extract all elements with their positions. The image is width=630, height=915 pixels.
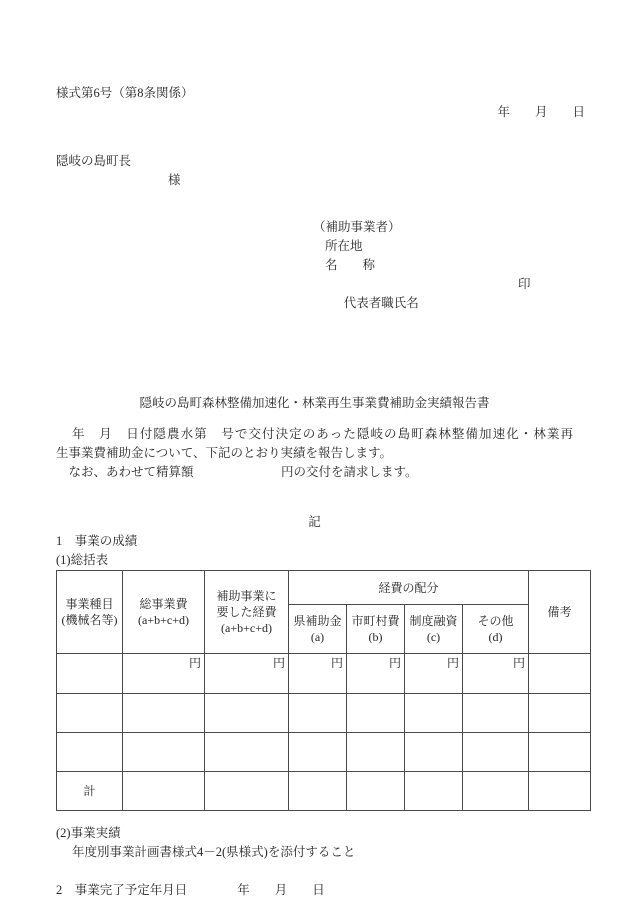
th-total-cost-line1: 総事業費 bbox=[139, 597, 188, 611]
representative-label-text: 代表者職氏名 bbox=[343, 296, 419, 310]
cell-empty bbox=[405, 772, 463, 811]
cell-empty bbox=[123, 772, 205, 811]
cell-yen: 円 bbox=[347, 654, 405, 694]
th-institutional-loan bbox=[405, 605, 463, 654]
cell-yen: 円 bbox=[205, 654, 289, 694]
addressee-name: 隠岐の島町長 bbox=[56, 154, 132, 168]
th-pref-subsidy bbox=[289, 605, 347, 654]
th-institutional-loan-line1: 制度融資 bbox=[409, 614, 458, 628]
cell-yen: 円 bbox=[463, 654, 529, 694]
body-line-1: 年 月 日付隠農水第 号で交付決定のあった隠岐の島町森林整備加速化・林業再 bbox=[72, 427, 573, 441]
cell-empty bbox=[289, 694, 347, 733]
cell-yen: 円 bbox=[289, 654, 347, 694]
th-municipal-fund bbox=[347, 605, 405, 654]
th-total-cost-line2: (a+b+c+d) bbox=[138, 613, 189, 627]
subsection-2-label: (2)事業実績 bbox=[56, 826, 121, 840]
cell-empty bbox=[123, 733, 205, 772]
body-line-2: 生事業費補助金について、下記のとおり実績を報告します。 bbox=[56, 446, 393, 460]
cell-empty bbox=[529, 694, 591, 733]
section-2-line: 2 事業完了予定年月日 年 月 日 bbox=[56, 883, 325, 897]
applicant-name-label: 名 称 bbox=[325, 258, 376, 272]
body-paragraph bbox=[56, 425, 573, 482]
cell-empty bbox=[463, 733, 529, 772]
th-municipal-fund-line2: (b) bbox=[368, 630, 383, 644]
th-other-line1: その他 bbox=[477, 614, 514, 628]
body-line-3: なお、あわせて精算額 円の交付を請求します。 bbox=[56, 465, 418, 479]
th-institutional-loan-line2: (c) bbox=[426, 630, 441, 644]
cell-empty bbox=[57, 733, 123, 772]
th-pref-subsidy-line2: (a) bbox=[310, 630, 325, 644]
cell-empty bbox=[529, 733, 591, 772]
th-project-type bbox=[57, 571, 123, 654]
cell-empty bbox=[529, 772, 591, 811]
cell-empty bbox=[463, 694, 529, 733]
th-other bbox=[463, 605, 529, 654]
issue-date-line: 年 月 日 bbox=[497, 105, 585, 119]
th-remarks: 備考 bbox=[529, 571, 591, 654]
cell-empty bbox=[205, 694, 289, 733]
cell-yen: 円 bbox=[123, 654, 205, 694]
document-title: 隠岐の島町森林整備加速化・林業再生事業費補助金実績報告書 bbox=[139, 396, 490, 410]
th-subsidy-expense bbox=[205, 571, 289, 654]
th-subsidy-expense-line1: 補助事業に bbox=[216, 589, 277, 603]
cell-empty bbox=[57, 654, 123, 694]
th-subsidy-expense-line2: 要した経費 bbox=[216, 605, 277, 619]
cell-empty bbox=[289, 733, 347, 772]
applicant-label: （補助事業者） bbox=[313, 220, 401, 234]
addressee-honorific: 様 bbox=[168, 173, 181, 187]
cell-total-label: 計 bbox=[57, 772, 123, 811]
subsection-2-note: 年度別事業計画書様式4－2(県様式)を添付すること bbox=[72, 845, 356, 859]
applicant-address-label: 所在地 bbox=[325, 239, 363, 253]
cell-empty bbox=[529, 654, 591, 694]
cell-empty bbox=[205, 733, 289, 772]
cell-empty bbox=[463, 772, 529, 811]
th-subsidy-expense-line3: (a+b+c+d) bbox=[221, 621, 272, 635]
th-pref-subsidy-line1: 県補助金 bbox=[293, 614, 342, 628]
cell-empty bbox=[123, 694, 205, 733]
th-project-type-line1: 事業種目 bbox=[65, 597, 114, 611]
cell-empty bbox=[347, 694, 405, 733]
subsection-1-label: (1)総括表 bbox=[56, 553, 109, 567]
cell-empty bbox=[405, 694, 463, 733]
applicant-representative-label bbox=[313, 275, 573, 351]
th-other-line2: (d) bbox=[488, 630, 503, 644]
cell-yen: 円 bbox=[405, 654, 463, 694]
cell-empty bbox=[205, 772, 289, 811]
th-total-cost bbox=[123, 571, 205, 654]
th-cost-allocation: 経費の配分 bbox=[289, 571, 529, 605]
summary-table bbox=[56, 570, 591, 811]
cell-empty bbox=[405, 733, 463, 772]
applicant-block bbox=[313, 218, 573, 351]
section-1-heading: 1 事業の成績 bbox=[56, 534, 138, 548]
form-number: 様式第6号（第8条関係） bbox=[56, 86, 194, 100]
th-project-type-line2: (機械名等) bbox=[61, 613, 118, 627]
record-mark: 記 bbox=[308, 515, 321, 529]
seal-mark: 印 bbox=[518, 277, 531, 291]
cell-empty bbox=[347, 772, 405, 811]
th-municipal-fund-line1: 市町村費 bbox=[351, 614, 400, 628]
cell-empty bbox=[289, 772, 347, 811]
cell-empty bbox=[57, 694, 123, 733]
cell-empty bbox=[347, 733, 405, 772]
